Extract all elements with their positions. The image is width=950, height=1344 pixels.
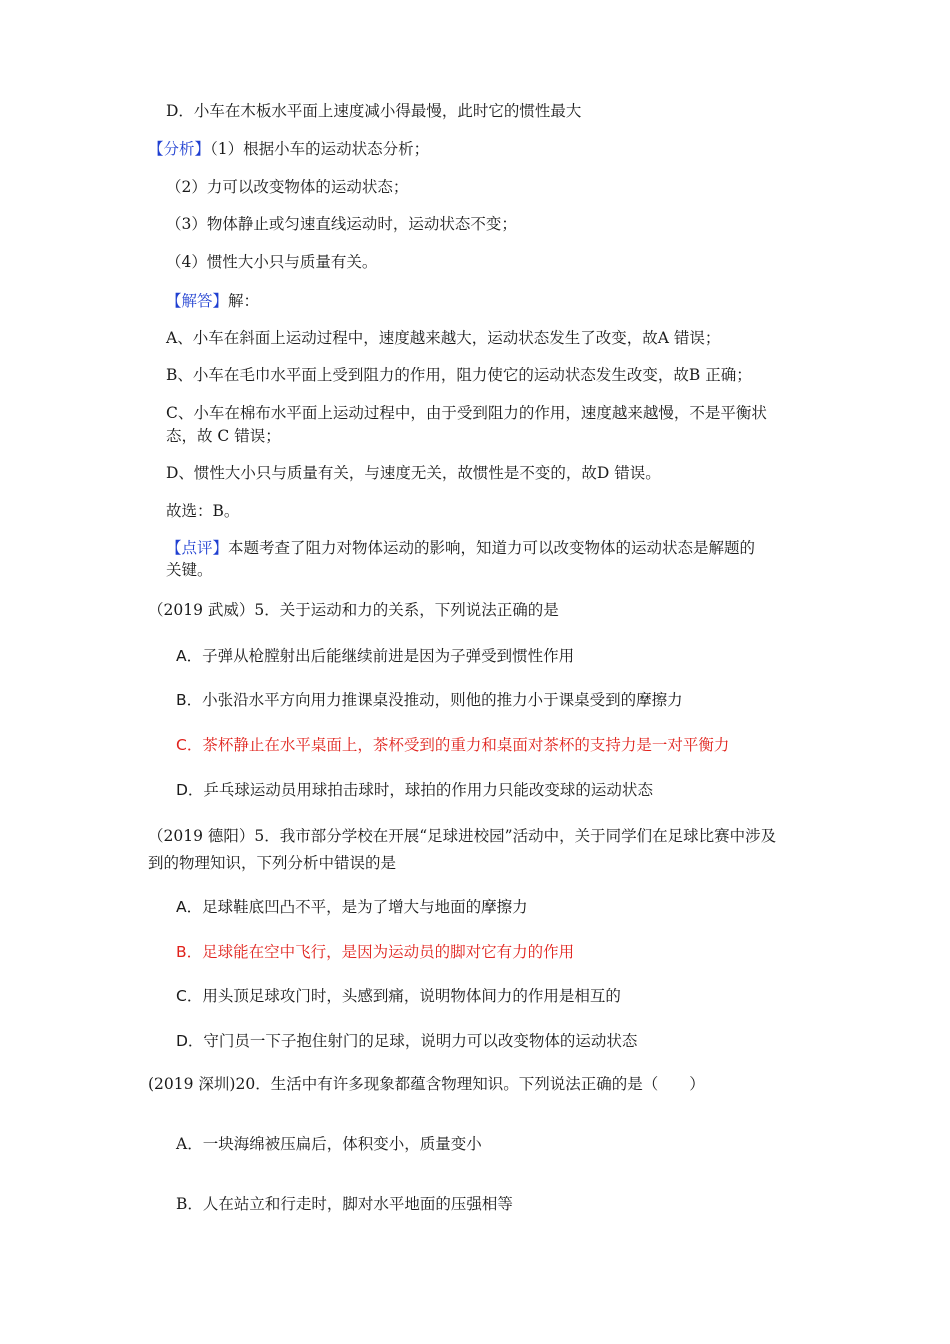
solution-intro: 解： bbox=[228, 292, 260, 310]
analysis-line-4: （4）惯性大小只与质量有关。 bbox=[166, 253, 378, 271]
solution-tag: 【解答】 bbox=[166, 292, 229, 310]
question-shenzhen-option-b: B．人在站立和行走时，脚对水平地面的压强相等 bbox=[176, 1195, 513, 1213]
analysis-line-1 bbox=[148, 138, 429, 160]
solution-choice: 故选：B。 bbox=[166, 502, 240, 520]
comment-line-2: 关键。 bbox=[166, 561, 213, 579]
question-wuwei-option-c: C．茶杯静止在水平桌面上，茶杯受到的重力和桌面对茶杯的支持力是一对平衡力 bbox=[176, 736, 730, 754]
solution-a: A、小车在斜面上运动过程中，速度越来越大，运动状态发生了改变，故A 错误； bbox=[166, 329, 721, 347]
solution-c-line-1: C、小车在棉布水平面上运动过程中，由于受到阻力的作用，速度越来越慢，不是平衡状 bbox=[166, 404, 767, 422]
question-shenzhen-option-a: A．一块海绵被压扁后，体积变小，质量变小 bbox=[176, 1135, 482, 1153]
question-wuwei-option-b: B．小张沿水平方向用力推课桌没推动，则他的推力小于课桌受到的摩擦力 bbox=[176, 691, 683, 709]
comment-line-1 bbox=[166, 537, 755, 559]
question-deyang-option-d: D．守门员一下子抱住射门的足球，说明力可以改变物体的运动状态 bbox=[176, 1032, 638, 1050]
question-wuwei-option-d: D．乒乓球运动员用球拍击球时，球拍的作用力只能改变球的运动状态 bbox=[176, 781, 653, 799]
question-deyang-option-a: A．足球鞋底凹凸不平，是为了增大与地面的摩擦力 bbox=[176, 898, 528, 916]
question-deyang-option-b: B．足球能在空中飞行，是因为运动员的脚对它有力的作用 bbox=[176, 943, 575, 961]
question-deyang-option-c: C．用头顶足球攻门时，头感到痛，说明物体间力的作用是相互的 bbox=[176, 987, 621, 1005]
solution-d: D、惯性大小只与质量有关，与速度无关，故惯性是不变的，故D 错误。 bbox=[166, 464, 661, 482]
question-wuwei-option-a: A．子弹从枪膛射出后能继续前进是因为子弹受到惯性作用 bbox=[176, 647, 575, 665]
question-deyang-stem-line-1: （2019 德阳）5．我市部分学校在开展“足球进校园”活动中，关于同学们在足球比赛中涉及 bbox=[148, 827, 777, 845]
solution-b: B、小车在毛巾水平面上受到阻力的作用，阻力使它的运动状态发生改变，故B 正确； bbox=[166, 366, 752, 384]
prev-option-d: D．小车在木板水平面上速度减小得最慢，此时它的惯性最大 bbox=[166, 102, 582, 120]
analysis-tag: 【分析】 bbox=[148, 140, 211, 158]
analysis-text-1: （1）根据小车的运动状态分析； bbox=[210, 140, 430, 158]
solution-c-line-2: 态，故 C 错误； bbox=[166, 427, 281, 445]
comment-tag: 【点评】 bbox=[166, 539, 229, 557]
question-wuwei-stem: （2019 武威）5．关于运动和力的关系，下列说法正确的是 bbox=[148, 601, 559, 619]
question-shenzhen-stem: (2019 深圳)20．生活中有许多现象都蕴含物理知识。下列说法正确的是（ ） bbox=[148, 1075, 705, 1093]
analysis-line-3: （3）物体静止或匀速直线运动时，运动状态不变； bbox=[166, 215, 517, 233]
comment-text-1: 本题考查了阻力对物体运动的影响，知道力可以改变物体的运动状态是解题的 bbox=[228, 539, 756, 557]
question-deyang-stem-line-2: 到的物理知识，下列分析中错误的是 bbox=[148, 854, 397, 872]
analysis-line-2: （2）力可以改变物体的运动状态； bbox=[166, 178, 409, 196]
solution-heading bbox=[166, 290, 259, 312]
